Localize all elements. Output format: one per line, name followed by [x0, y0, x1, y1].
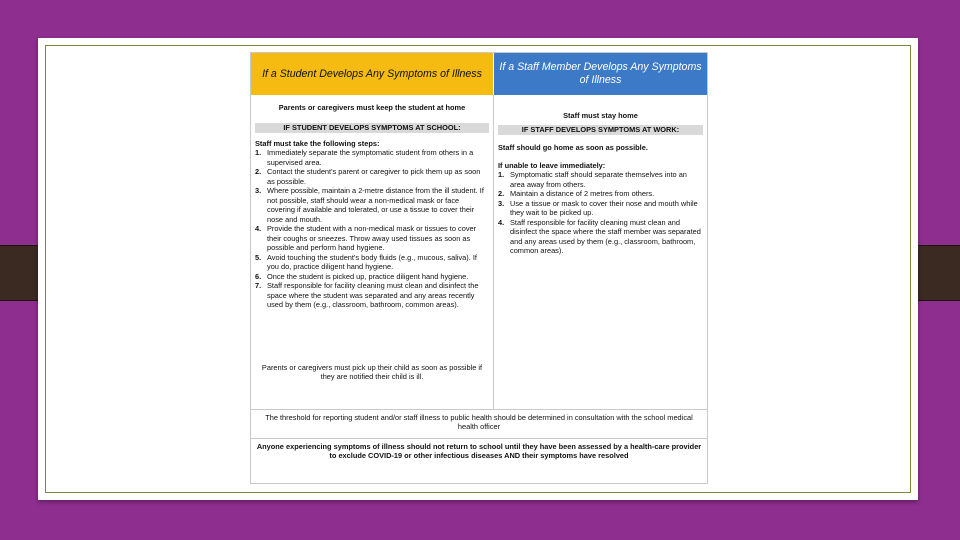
staff-step: 4. Staff responsible for facility cleaning must clean and disinfect the space where the staff member was separated and any areas used by them (e.g., classroom, bathroom, common areas). — [498, 217, 701, 256]
student-steps-list — [255, 148, 489, 309]
student-pickup-text: Parents or caregivers must pick up their child as soon as possible if they are notified their child is ill. — [261, 363, 483, 382]
staff-go-home-text: Staff should go home as soon as possible. — [498, 143, 648, 152]
footer-divider — [251, 409, 707, 410]
student-steps-section — [255, 139, 489, 309]
staff-unable-title: If unable to leave immediately: — [498, 161, 606, 170]
student-step: 6. Once the student is picked up, practice diligent hand hygiene. — [255, 271, 469, 281]
student-step: 4. Provide the student with a non-medical mask or tissues to cover their coughs or sneezes. Throw away used tissues as soon as possible and perform hand hygiene. — [255, 224, 477, 253]
column-divider — [493, 95, 494, 409]
staff-stay-home-text: Staff must stay home — [563, 111, 638, 120]
staff-step: 1. Symptomatic staff should separate themselves into an area away from others. — [498, 170, 687, 189]
student-step: 2. Contact the student's parent or caregiver to pick them up as soon as possible. — [255, 167, 481, 186]
staff-step: 3. Use a tissue or mask to cover their nose and mouth while they wait to be picked up. — [498, 198, 698, 218]
threshold-text: The threshold for reporting student and/or staff illness to public health should be determined in consultation with the school medical health officer — [265, 413, 693, 432]
guidance-document — [250, 52, 708, 484]
staff-steps-section — [498, 161, 703, 256]
student-step: 5. Avoid touching the student's body fluids (e.g., mucous, saliva). If you do, practice diligent hand hygiene. — [255, 252, 477, 272]
footer-divider — [251, 438, 707, 439]
staff-column-header: If a Staff Member Develops Any Symptoms of Illness — [494, 53, 707, 95]
student-school-band: IF STUDENT DEVELOPS SYMPTOMS AT SCHOOL: — [255, 123, 489, 133]
student-step: 1. Immediately separate the symptomatic student from others in a supervised area. — [255, 148, 474, 167]
student-keep-home-text: Parents or caregivers must keep the student at home — [278, 103, 466, 112]
staff-step: 2. Maintain a distance of 2 metres from others. — [498, 189, 655, 199]
student-column-header: If a Student Develops Any Symptoms of Illness — [251, 53, 493, 95]
return-rule-text: Anyone experiencing symptoms of illness should not return to school until they have been assessed by a health-care provider to exclude COVID-19 or other infectious diseases AND their symptoms have resolved — [256, 442, 702, 461]
student-step: 3. Where possible, maintain a 2-metre distance from the ill student. If not possible, staff should wear a non-medical mask or face covering if available and tolerated, or use a tissue to cover their nose and mouth. — [255, 186, 484, 224]
staff-work-band: IF STAFF DEVELOPS SYMPTOMS AT WORK: — [498, 125, 703, 135]
slide — [38, 38, 918, 500]
staff-steps-list — [498, 170, 703, 255]
student-steps-title: Staff must take the following steps: — [255, 139, 380, 148]
student-step: 7. Staff responsible for facility cleaning must clean and disinfect the space where the student was separated and any areas recently used by them (e.g., classroom, bathroom, common areas). — [255, 281, 479, 309]
